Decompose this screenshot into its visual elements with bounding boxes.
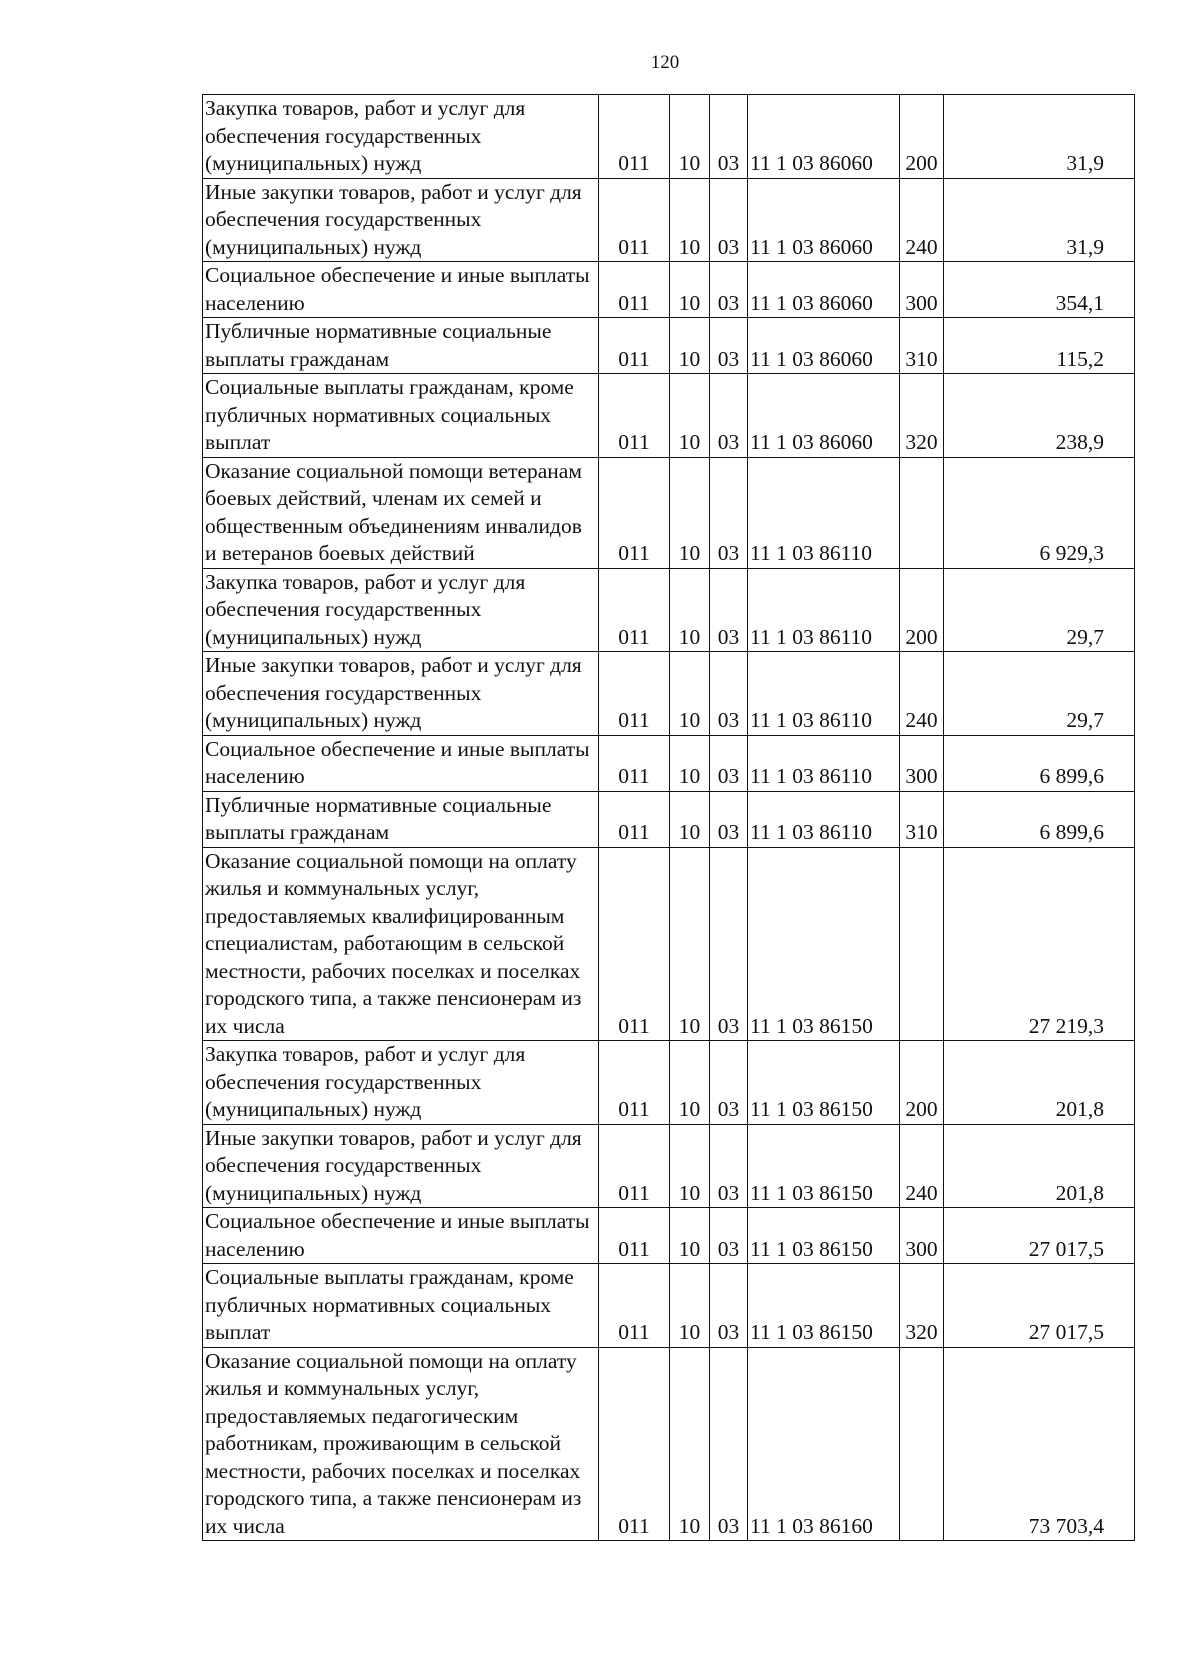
- table-row: [203, 652, 1135, 736]
- section-code: 10: [670, 457, 710, 568]
- section-code: 10: [670, 1124, 710, 1208]
- target-article-code: 11 1 03 86150: [748, 1208, 900, 1264]
- subsection-code: 03: [710, 652, 748, 736]
- ministry-code: 011: [599, 1264, 670, 1348]
- table-row: [203, 1347, 1135, 1541]
- amount: 6 899,6: [944, 791, 1135, 847]
- amount: 354,1: [944, 262, 1135, 318]
- table-row: [203, 1124, 1135, 1208]
- subsection-code: 03: [710, 374, 748, 458]
- amount: 31,9: [944, 178, 1135, 262]
- ministry-code: 011: [599, 374, 670, 458]
- target-article-code: 11 1 03 86150: [748, 1264, 900, 1348]
- target-article-code: 11 1 03 86150: [748, 1041, 900, 1125]
- target-article-code: 11 1 03 86110: [748, 457, 900, 568]
- amount: 27 017,5: [944, 1208, 1135, 1264]
- expense-type-code: [900, 457, 944, 568]
- target-article-code: 11 1 03 86060: [748, 95, 900, 179]
- row-name: Оказание социальной помощи на оплату жилья и коммунальных услуг, предоставляемых квалифицированным специалистам, работающим в сельской местности, рабочих поселках и поселках городского типа, а также пенсионерам из их числа: [203, 847, 599, 1041]
- expense-type-code: 300: [900, 262, 944, 318]
- section-code: 10: [670, 568, 710, 652]
- page-number: 120: [650, 52, 680, 73]
- amount: 6 929,3: [944, 457, 1135, 568]
- ministry-code: 011: [599, 735, 670, 791]
- target-article-code: 11 1 03 86160: [748, 1347, 900, 1541]
- section-code: 10: [670, 1347, 710, 1541]
- amount: 238,9: [944, 374, 1135, 458]
- table-row: [203, 1041, 1135, 1125]
- target-article-code: 11 1 03 86060: [748, 318, 900, 374]
- expense-type-code: 310: [900, 318, 944, 374]
- table-row: [203, 318, 1135, 374]
- budget-table-body: [203, 95, 1135, 1541]
- subsection-code: 03: [710, 1124, 748, 1208]
- ministry-code: 011: [599, 262, 670, 318]
- ministry-code: 011: [599, 568, 670, 652]
- ministry-code: 011: [599, 1347, 670, 1541]
- expense-type-code: 300: [900, 735, 944, 791]
- section-code: 10: [670, 1264, 710, 1348]
- section-code: 10: [670, 791, 710, 847]
- table-row: [203, 847, 1135, 1041]
- subsection-code: 03: [710, 791, 748, 847]
- table-row: [203, 178, 1135, 262]
- expense-type-code: 200: [900, 1041, 944, 1125]
- expense-type-code: 320: [900, 374, 944, 458]
- expense-type-code: 300: [900, 1208, 944, 1264]
- target-article-code: 11 1 03 86150: [748, 1124, 900, 1208]
- table-row: [203, 95, 1135, 179]
- subsection-code: 03: [710, 847, 748, 1041]
- table-row: [203, 374, 1135, 458]
- subsection-code: 03: [710, 457, 748, 568]
- row-name: Социальное обеспечение и иные выплаты населению: [203, 262, 599, 318]
- row-name: Социальные выплаты гражданам, кроме публичных нормативных социальных выплат: [203, 374, 599, 458]
- table-row: [203, 568, 1135, 652]
- amount: 115,2: [944, 318, 1135, 374]
- ministry-code: 011: [599, 847, 670, 1041]
- ministry-code: 011: [599, 318, 670, 374]
- expense-type-code: 240: [900, 1124, 944, 1208]
- expense-type-code: 200: [900, 95, 944, 179]
- table-row: [203, 735, 1135, 791]
- row-name: Закупка товаров, работ и услуг для обеспечения государственных (муниципальных) нужд: [203, 95, 599, 179]
- expense-type-code: [900, 847, 944, 1041]
- amount: 6 899,6: [944, 735, 1135, 791]
- table-row: [203, 262, 1135, 318]
- table-row: [203, 791, 1135, 847]
- ministry-code: 011: [599, 95, 670, 179]
- target-article-code: 11 1 03 86060: [748, 262, 900, 318]
- row-name: Иные закупки товаров, работ и услуг для обеспечения государственных (муниципальных) нужд: [203, 1124, 599, 1208]
- target-article-code: 11 1 03 86110: [748, 568, 900, 652]
- expense-type-code: 200: [900, 568, 944, 652]
- target-article-code: 11 1 03 86060: [748, 374, 900, 458]
- table-row: [203, 1208, 1135, 1264]
- expense-type-code: 310: [900, 791, 944, 847]
- target-article-code: 11 1 03 86110: [748, 735, 900, 791]
- target-article-code: 11 1 03 86110: [748, 791, 900, 847]
- ministry-code: 011: [599, 652, 670, 736]
- section-code: 10: [670, 735, 710, 791]
- section-code: 10: [670, 1041, 710, 1125]
- ministry-code: 011: [599, 791, 670, 847]
- subsection-code: 03: [710, 1347, 748, 1541]
- subsection-code: 03: [710, 1264, 748, 1348]
- row-name: Социальные выплаты гражданам, кроме публичных нормативных социальных выплат: [203, 1264, 599, 1348]
- row-name: Иные закупки товаров, работ и услуг для обеспечения государственных (муниципальных) нужд: [203, 178, 599, 262]
- section-code: 10: [670, 652, 710, 736]
- section-code: 10: [670, 95, 710, 179]
- row-name: Публичные нормативные социальные выплаты гражданам: [203, 318, 599, 374]
- subsection-code: 03: [710, 568, 748, 652]
- row-name: Публичные нормативные социальные выплаты гражданам: [203, 791, 599, 847]
- ministry-code: 011: [599, 1124, 670, 1208]
- target-article-code: 11 1 03 86060: [748, 178, 900, 262]
- row-name: Закупка товаров, работ и услуг для обеспечения государственных (муниципальных) нужд: [203, 1041, 599, 1125]
- subsection-code: 03: [710, 95, 748, 179]
- subsection-code: 03: [710, 318, 748, 374]
- row-name: Иные закупки товаров, работ и услуг для обеспечения государственных (муниципальных) нужд: [203, 652, 599, 736]
- subsection-code: 03: [710, 1208, 748, 1264]
- row-name: Оказание социальной помощи на оплату жилья и коммунальных услуг, предоставляемых педагогическим работникам, проживающим в сельской местности, рабочих поселках и поселках городского типа, а также пенсионерам из их числа: [203, 1347, 599, 1541]
- subsection-code: 03: [710, 178, 748, 262]
- section-code: 10: [670, 1208, 710, 1264]
- amount: 27 219,3: [944, 847, 1135, 1041]
- amount: 31,9: [944, 95, 1135, 179]
- section-code: 10: [670, 374, 710, 458]
- row-name: Социальное обеспечение и иные выплаты населению: [203, 735, 599, 791]
- subsection-code: 03: [710, 1041, 748, 1125]
- expense-type-code: [900, 1347, 944, 1541]
- amount: 201,8: [944, 1124, 1135, 1208]
- row-name: Социальное обеспечение и иные выплаты населению: [203, 1208, 599, 1264]
- table-row: [203, 457, 1135, 568]
- row-name: Оказание социальной помощи ветеранам боевых действий, членам их семей и общественным объединениям инвалидов и ветеранов боевых действий: [203, 457, 599, 568]
- ministry-code: 011: [599, 457, 670, 568]
- section-code: 10: [670, 318, 710, 374]
- target-article-code: 11 1 03 86150: [748, 847, 900, 1041]
- subsection-code: 03: [710, 262, 748, 318]
- target-article-code: 11 1 03 86110: [748, 652, 900, 736]
- amount: 29,7: [944, 652, 1135, 736]
- section-code: 10: [670, 847, 710, 1041]
- expense-type-code: 320: [900, 1264, 944, 1348]
- amount: 27 017,5: [944, 1264, 1135, 1348]
- expense-type-code: 240: [900, 178, 944, 262]
- table-row: [203, 1264, 1135, 1348]
- amount: 73 703,4: [944, 1347, 1135, 1541]
- section-code: 10: [670, 262, 710, 318]
- row-name: Закупка товаров, работ и услуг для обеспечения государственных (муниципальных) нужд: [203, 568, 599, 652]
- ministry-code: 011: [599, 1041, 670, 1125]
- amount: 29,7: [944, 568, 1135, 652]
- ministry-code: 011: [599, 1208, 670, 1264]
- ministry-code: 011: [599, 178, 670, 262]
- expense-type-code: 240: [900, 652, 944, 736]
- amount: 201,8: [944, 1041, 1135, 1125]
- budget-table: [202, 94, 1135, 1541]
- subsection-code: 03: [710, 735, 748, 791]
- section-code: 10: [670, 178, 710, 262]
